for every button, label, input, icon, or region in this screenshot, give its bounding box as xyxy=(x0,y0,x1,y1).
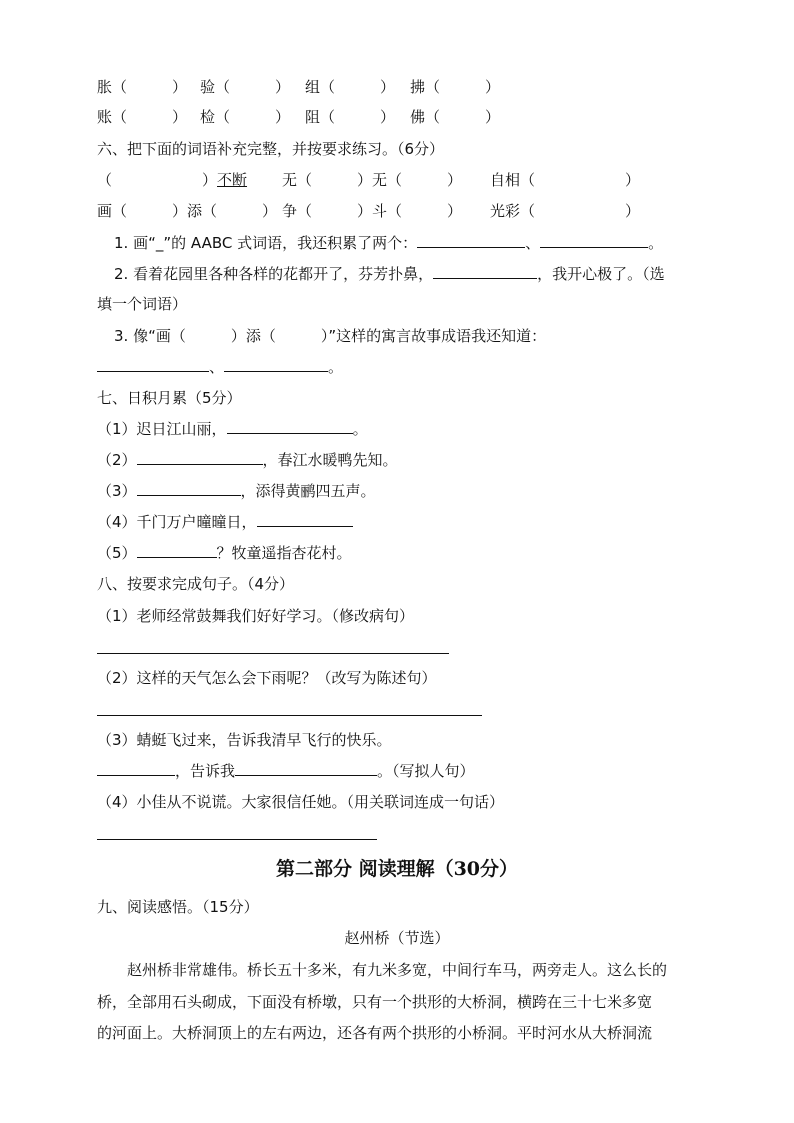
section-title: 第二部分 阅读理解（30分） xyxy=(275,858,519,880)
char: 阻 xyxy=(305,108,321,126)
answer-line[interactable] xyxy=(227,419,353,434)
char: 验 xyxy=(200,78,216,96)
answer-line[interactable] xyxy=(433,264,537,279)
answer-parens[interactable]: （ ） xyxy=(215,108,291,126)
q6-sub-2: 2. 看着花园里各种各样的花都开了，芬芳扑鼻， ，我开心极了。（选 xyxy=(114,265,665,283)
q6-sub-1: 1. 画“_”的 AABC 式词语，我还积累了两个： 、 。 xyxy=(114,234,664,252)
answer-parens[interactable]: （ ） xyxy=(425,78,501,96)
q8-heading: 八、按要求完成句子。（4分） xyxy=(97,575,295,593)
q8-item-1: （1）老师经常鼓舞我们好好学习。（修改病句） xyxy=(97,607,415,625)
answer-parens[interactable]: （ ） xyxy=(97,171,218,189)
q8-item-2: （2）这样的天气怎么会下雨呢？（改写为陈述句） xyxy=(97,669,437,687)
idiom-blank[interactable]: 画（ ）添（ ） xyxy=(97,202,278,220)
answer-line[interactable] xyxy=(235,761,377,776)
char: 拂 xyxy=(410,78,426,96)
answer-line[interactable] xyxy=(540,233,648,248)
answer-line[interactable] xyxy=(97,357,209,372)
passage-line: 的河面上。大桥洞顶上的左右两边，还各有两个拱形的小桥洞。平时河水从大桥洞流 xyxy=(97,1024,653,1042)
q6-heading: 六、把下面的词语补充完整，并按要求练习。（6分） xyxy=(97,140,445,158)
answer-parens[interactable]: （ ） xyxy=(215,78,291,96)
answer-parens[interactable]: （ ） xyxy=(112,78,188,96)
q8-item-4: （4）小佳从不说谎。大家很信任她。（用关联词连成一句话） xyxy=(97,793,505,811)
q6-sub-2-cont: 填一个词语） xyxy=(97,295,188,313)
char: 检 xyxy=(200,108,216,126)
answer-line[interactable] xyxy=(137,450,263,465)
poem-line-1: （1）迟日江山丽， 。 xyxy=(97,420,368,438)
char: 胀 xyxy=(97,78,113,96)
answer-parens[interactable]: （ ） xyxy=(320,78,396,96)
answer-line[interactable] xyxy=(137,481,241,496)
char: 佛 xyxy=(410,108,426,126)
answer-line[interactable] xyxy=(224,357,328,372)
answer-line[interactable] xyxy=(417,233,525,248)
answer-parens[interactable]: （ ） xyxy=(112,108,188,126)
answer-line[interactable] xyxy=(97,715,482,716)
poem-line-3: （3） ，添得黄鹂四五声。 xyxy=(97,482,376,500)
answer-parens[interactable]: （ ） xyxy=(425,108,501,126)
q9-heading: 九、阅读感悟。（15分） xyxy=(97,898,259,916)
q6-sub-3: 3. 像“画（ ）添（ ）”这样的寓言故事成语我还知道： xyxy=(114,327,547,345)
char: 组 xyxy=(305,78,321,96)
q7-heading: 七、日积月累（5分） xyxy=(97,389,242,407)
idiom-blank[interactable]: 争（ ）斗（ ） xyxy=(282,202,463,220)
char: 账 xyxy=(97,108,113,126)
passage-title: 赵州桥（节选） xyxy=(344,929,450,947)
passage-line: 桥，全部用石头砌成，下面没有桥墩，只有一个拱形的大桥洞，横跨在三十七米多宽 xyxy=(97,993,653,1011)
poem-line-5: （5） ？牧童遥指杏花村。 xyxy=(97,544,352,562)
answer-line[interactable] xyxy=(97,761,175,776)
answer-parens[interactable]: （ ） xyxy=(320,108,396,126)
passage-line: 赵州桥非常雄伟。桥长五十多米，有九米多宽，中间行车马，两旁走人。这么长的 xyxy=(127,961,668,979)
poem-line-4: （4）千门万户曈曈日， xyxy=(97,512,353,532)
q8-item-3-answer: ，告诉我 。（写拟人句） xyxy=(97,761,475,781)
answer-line[interactable] xyxy=(257,512,353,527)
idiom-blank[interactable]: 无（ ）无（ ） xyxy=(282,171,463,189)
q8-item-3: （3）蜻蜓飞过来，告诉我清早飞行的快乐。 xyxy=(97,731,392,749)
underlined-word: 不断 xyxy=(217,171,248,189)
poem-line-2: （2） ，春江水暖鸭先知。 xyxy=(97,451,398,469)
q6-sub-3-answers: 、 。 xyxy=(97,357,343,377)
answer-line[interactable] xyxy=(97,653,449,654)
idiom-blank[interactable]: 自相（ ） xyxy=(490,171,641,189)
answer-line[interactable] xyxy=(97,839,377,840)
answer-line[interactable] xyxy=(137,543,217,558)
idiom-blank[interactable]: 光彩（ ） xyxy=(490,202,641,220)
